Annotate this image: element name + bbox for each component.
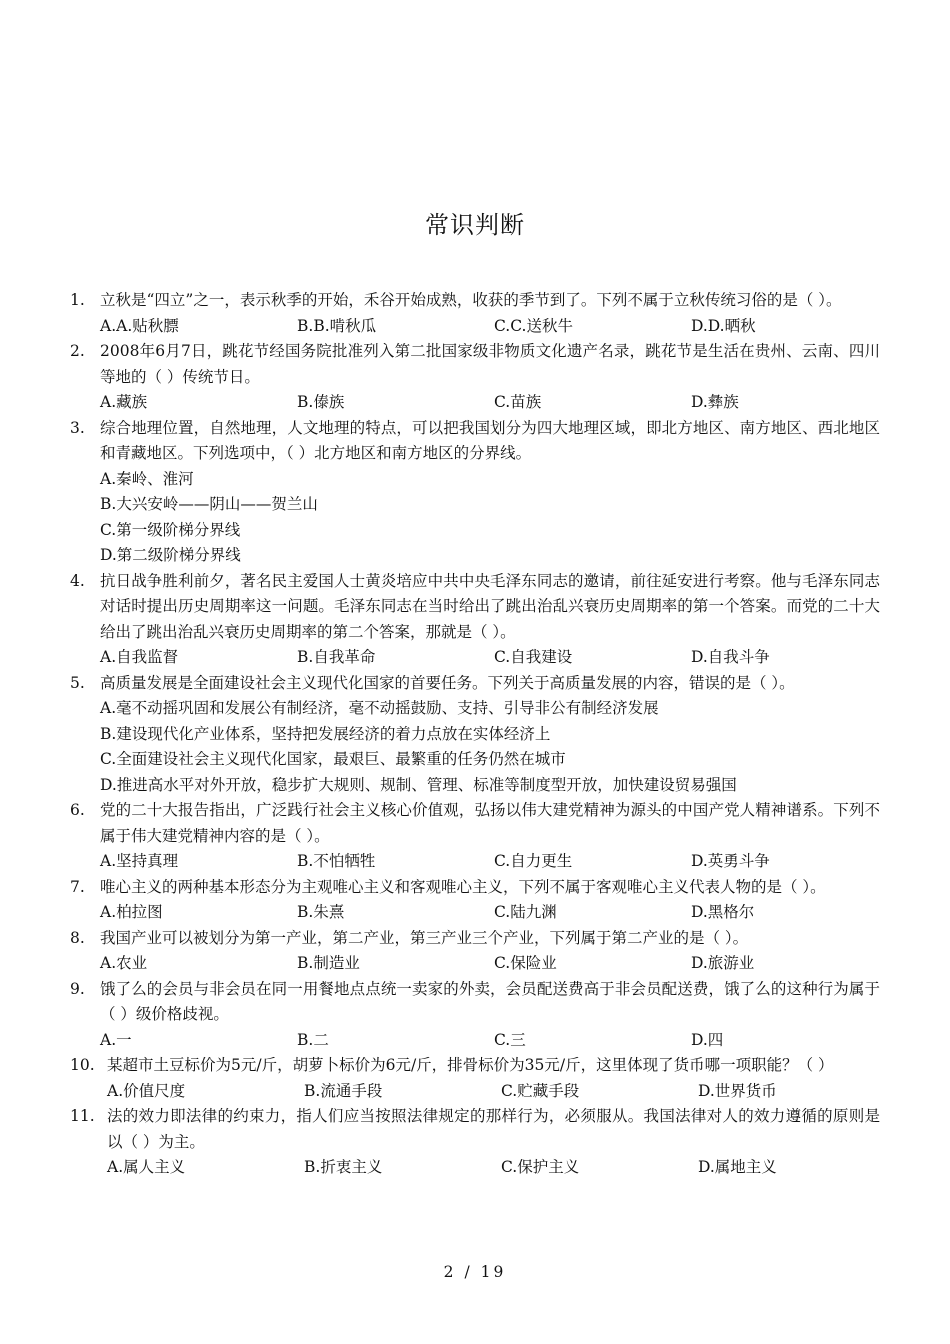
page-number: 2 / 19 [443,1263,507,1281]
question-number: 2. [70,342,85,360]
option-a: A.秦岭、淮河 [100,469,194,488]
question-number: 11. [70,1107,95,1125]
options [70,951,880,977]
question-2 [70,339,880,416]
question-number: 6. [70,801,85,819]
question-number: 5. [70,673,85,692]
option-b: B.自我革命 [297,648,376,666]
option-b: B.傣族 [297,393,345,411]
options [70,696,880,798]
option-c: C.C.送秋牛 [494,316,573,335]
question-text: 抗日战争胜利前夕，著名民主爱国人士黄炎培应中共中央毛泽东同志的邀请，前往延安进行考察。他与毛泽东同志对话时提出历史周期率这一问题。毛泽东同志在当时给出了跳出治乱兴衰历史周期率的第一个答案。而党的二十大给出了跳出治乱兴衰历史周期率的第二个答案，那就是（ ）。 [100,571,880,641]
option-c: C.贮藏手段 [501,1081,580,1100]
options [70,390,880,416]
option-d: D.旅游业 [691,954,755,972]
question-text: 唯心主义的两种基本形态分为主观唯心主义和客观唯心主义，下列不属于客观唯心主义代表人物的是（ ）。 [100,877,826,896]
question-3 [70,416,880,569]
question-number: 7. [70,877,85,896]
option-a: A.价值尺度 [107,1081,186,1100]
question-text: 党的二十大报告指出，广泛践行社会主义核心价值观，弘扬以伟大建党精神为源头的中国产党人精神谱系。下列不属于伟大建党精神内容的是（ ）。 [100,801,880,845]
question-text: 高质量发展是全面建设社会主义现代化国家的首要任务。下列关于高质量发展的内容，错误的是（ ）。 [100,673,795,692]
question-text: 饿了么的会员与非会员在同一用餐地点点统一卖家的外卖，会员配送费高于非会员配送费，饿了么的这种行为属于（ ）级价格歧视。 [100,979,880,1023]
option-c: C.第一级阶梯分界线 [100,520,241,539]
option-d: D.黑格尔 [691,903,755,921]
option-b: B.折衷主义 [304,1158,383,1176]
option-c: C.自我建设 [494,648,573,666]
option-d: D.英勇斗争 [691,852,770,870]
question-10 [70,1053,880,1104]
options [70,1028,880,1054]
option-d: D.推进高水平对外开放，稳步扩大规则、规制、管理、标准等制度型开放，加快建设贸易强国 [100,775,737,794]
option-b: B.流通手段 [304,1081,383,1100]
option-d: D.属地主义 [698,1158,777,1176]
option-c: C.自力更生 [494,852,573,870]
option-a: A.A.贴秋膘 [100,316,179,335]
option-a: A.坚持真理 [100,852,179,870]
option-a: A.农业 [100,954,148,972]
options [70,645,880,671]
question-list [70,288,880,1181]
option-a: A.属人主义 [107,1158,186,1176]
question-number: 9. [70,979,85,998]
option-c: C.陆九渊 [494,903,557,921]
question-text: 立秋是“四立”之一，表示秋季的开始，禾谷开始成熟，收获的季节到了。下列不属于立秋传统习俗的是（ ）。 [100,291,842,309]
question-text: 综合地理位置，自然地理，人文地理的特点，可以把我国划分为四大地理区域，即北方地区、南方地区、西北地区和青藏地区。下列选项中，（ ）北方地区和南方地区的分界线。 [100,418,880,462]
option-d: D.D.晒秋 [691,316,756,335]
options [70,900,880,926]
option-a: A.柏拉图 [100,903,163,921]
question-text: 某超市土豆标价为5元/斤，胡萝卜标价为6元/斤，排骨标价为35元/斤，这里体现了货币哪一项职能？（ ） [107,1056,834,1074]
question-8 [70,926,880,977]
question-number: 10. [70,1056,95,1074]
question-7 [70,875,880,926]
option-d: D.自我斗争 [691,648,770,666]
option-c: C.苗族 [494,393,542,411]
question-6 [70,798,880,875]
options [70,849,880,875]
option-a: A.一 [100,1030,132,1049]
options [70,1079,880,1105]
option-c: C.保险业 [494,954,557,972]
option-b: B.制造业 [297,954,360,972]
options [70,467,880,569]
question-9 [70,977,880,1054]
options [70,1155,880,1181]
question-11 [70,1104,880,1181]
option-d: D.彝族 [691,393,739,411]
page-title: 常识判断 [425,211,525,239]
option-b: B.朱熹 [297,903,345,921]
question-number: 4. [70,571,85,590]
option-b: B.不怕牺牲 [297,852,376,870]
option-c: C.三 [494,1030,526,1049]
option-b: B.B.啃秋瓜 [297,316,377,335]
option-c: C.保护主义 [501,1158,580,1176]
option-a: A.藏族 [100,393,148,411]
option-b: B.二 [297,1030,329,1049]
option-b: B.大兴安岭——阴山——贺兰山 [100,495,318,513]
question-4 [70,569,880,671]
option-d: D.世界货币 [698,1081,777,1100]
question-number: 3. [70,418,85,437]
question-5 [70,671,880,799]
option-d: D.四 [691,1030,724,1049]
option-c: C.全面建设社会主义现代化国家，最艰巨、最繁重的任务仍然在城市 [100,750,566,768]
question-number: 8. [70,928,85,947]
option-d: D.第二级阶梯分界线 [100,546,241,564]
question-text: 2008年6月7日，跳花节经国务院批准列入第二批国家级非物质文化遗产名录，跳花节是生活在贵州、云南、四川等地的（ ）传统节日。 [100,342,880,386]
option-a: A.自我监督 [100,648,179,666]
question-text: 法的效力即法律的约束力，指人们应当按照法律规定的那样行为，必须服从。我国法律对人的效力遵循的原则是以（ ）为主。 [107,1107,880,1151]
options [70,314,880,340]
option-a: A.毫不动摇巩固和发展公有制经济，毫不动摇鼓励、支持、引导非公有制经济发展 [100,699,659,717]
option-b: B.建设现代化产业体系，坚持把发展经济的着力点放在实体经济上 [100,724,551,743]
question-number: 1. [70,291,85,309]
question-text: 我国产业可以被划分为第一产业，第二产业，第三产业三个产业，下列属于第二产业的是（ ）。 [100,928,749,947]
question-1 [70,288,880,339]
